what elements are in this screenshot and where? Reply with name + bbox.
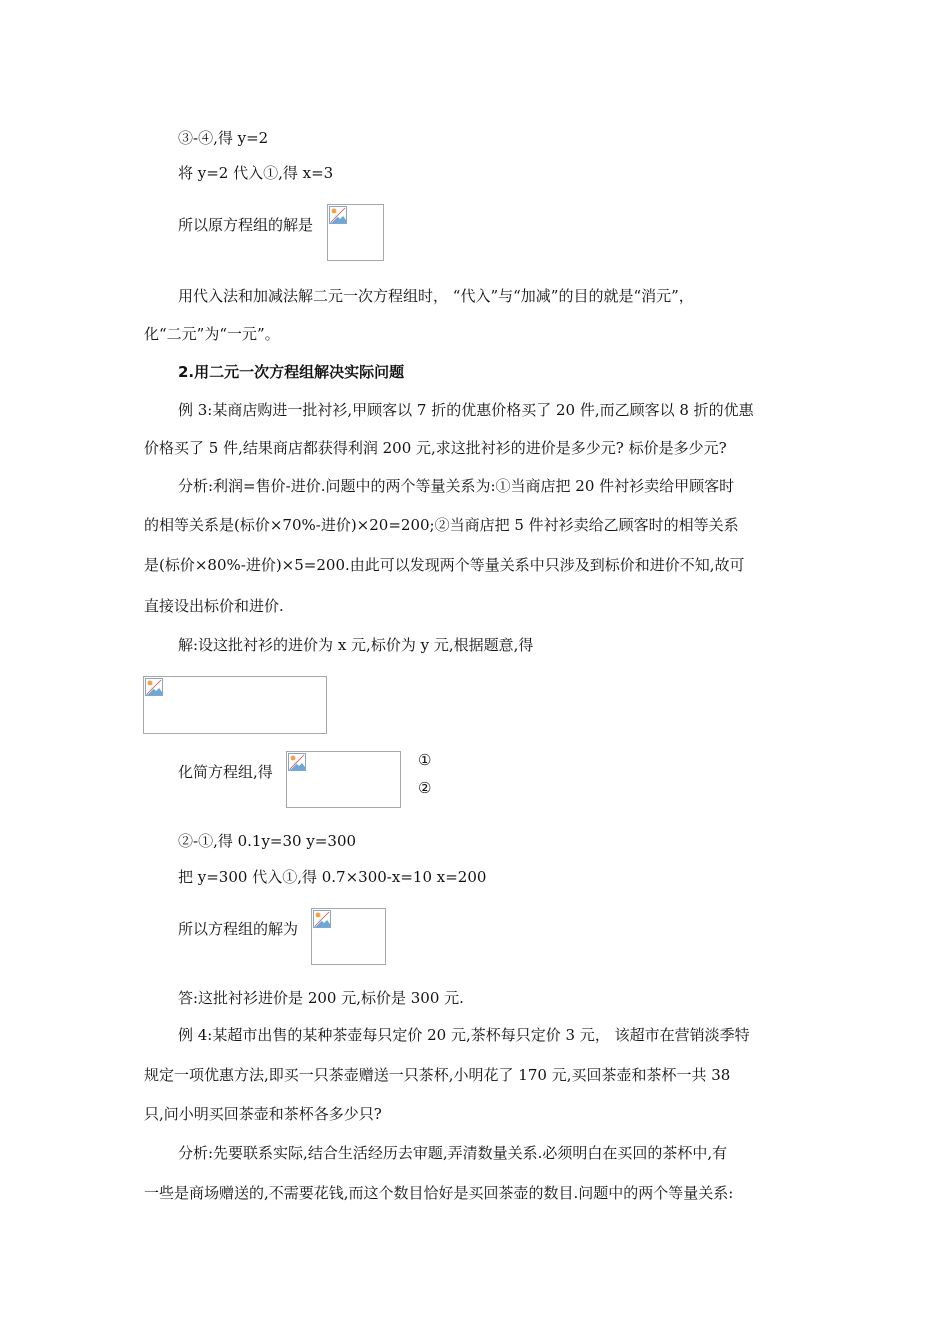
equation-marker-1: ① <box>418 751 432 769</box>
broken-image-icon <box>329 206 347 224</box>
example-text: 例 3:某商店购进一批衬衫,甲顾客以 7 折的优惠价格买了 20 件,而乙顾客以 8 折的优惠 <box>178 401 754 419</box>
analysis-text: 分析:利润=售价-进价.问题中的两个等量关系为:①当商店把 20 件衬衫卖给甲顾客时 <box>178 477 735 495</box>
analysis-text: 分析:先要联系实际,结合生活经历去审题,弄清数量关系.必须明白在买回的茶杯中,有 <box>178 1144 728 1162</box>
example-text: 只,问小明买回茶壶和茶杯各多少只? <box>144 1105 382 1123</box>
simplify-label: 化简方程组,得 <box>178 763 273 781</box>
example-text: 规定一项优惠方法,即买一只茶壶赠送一只茶杯,小明花了 170 元,买回茶壶和茶杯一共 38 <box>144 1066 731 1084</box>
solution-label: 所以方程组的解为 <box>178 920 299 938</box>
equation-image <box>143 676 327 734</box>
paragraph-line: 用代入法和加减法解二元一次方程组时， “代入”与“加减”的目的就是“消元”， <box>178 287 694 305</box>
equation-image <box>286 751 401 808</box>
example-text: 价格买了 5 件,结果商店都获得利润 200 元,求这批衬衫的进价是多少元? 标价是多少元? <box>144 439 727 457</box>
broken-image-icon <box>313 910 331 928</box>
substitution-line: 把 y=300 代入①,得 0.7×300-x=10 x=200 <box>178 868 487 886</box>
equation-marker-2: ② <box>418 779 432 797</box>
solution-text: 解:设这批衬衫的进价为 x 元,标价为 y 元,根据题意,得 <box>178 636 534 654</box>
answer-text: 答:这批衬衫进价是 200 元,标价是 300 元. <box>178 989 464 1007</box>
solution-label: 所以原方程组的解是 <box>178 216 314 234</box>
broken-image-icon <box>288 753 306 771</box>
analysis-text: 直接设出标价和进价. <box>144 597 284 615</box>
section-heading: 2.用二元一次方程组解决实际问题 <box>178 363 405 381</box>
example-text: 例 4:某超市出售的某种茶壶每只定价 20 元,茶杯每只定价 3 元， 该超市在营销淡季特 <box>178 1026 750 1044</box>
equation-step-line: ③-④,得 y=2 <box>178 129 269 147</box>
analysis-text: 一些是商场赠送的,不需要花钱,而这个数目恰好是买回茶壶的数目.问题中的两个等量关系: <box>144 1184 734 1202</box>
equation-image <box>327 204 384 261</box>
analysis-text: 的相等关系是(标价×70%-进价)×20=200;②当商店把 5 件衬衫卖给乙顾客时的相等关系 <box>144 516 739 534</box>
paragraph-line: 化“二元”为“一元”。 <box>144 325 280 343</box>
equation-image <box>311 908 386 965</box>
broken-image-icon <box>145 678 163 696</box>
equation-step-line: ②-①,得 0.1y=30 y=300 <box>178 832 357 850</box>
analysis-text: 是(标价×80%-进价)×5=200.由此可以发现两个等量关系中只涉及到标价和进价不知,故可 <box>144 556 745 574</box>
substitution-line: 将 y=2 代入①,得 x=3 <box>178 164 334 182</box>
